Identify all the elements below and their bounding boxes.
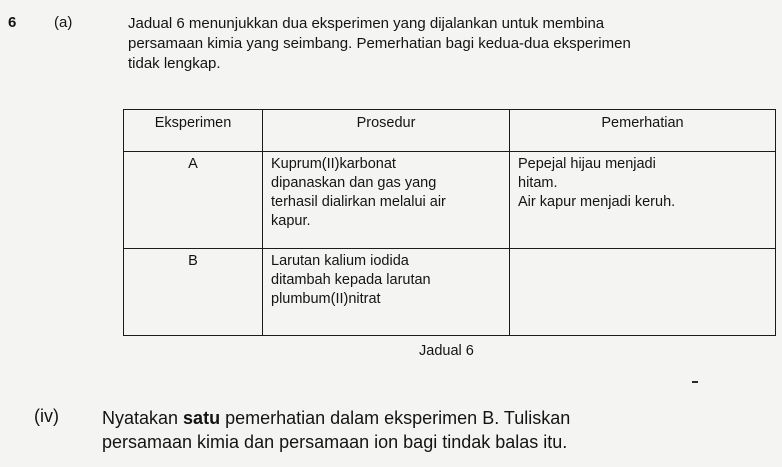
table-caption: Jadual 6 — [419, 343, 474, 359]
experiment-label: B — [124, 249, 263, 336]
subquestion-text-part: Nyatakan — [102, 408, 184, 428]
subquestion-label: (iv) — [34, 406, 59, 426]
table-row — [124, 249, 776, 336]
procedure-line: ditambah kepada larutan — [271, 272, 431, 288]
header-prosedur: Prosedur — [263, 110, 510, 152]
table-header-row — [124, 110, 776, 152]
header-pemerhatian: Pemerhatian — [510, 110, 776, 152]
procedure-line: kapur. — [271, 213, 311, 229]
experiment-table — [123, 109, 776, 336]
subquestion-text-part: pemerhatian dalam eksperimen B. Tuliskan — [220, 408, 571, 428]
table-row — [124, 152, 776, 249]
question-part: (a) — [54, 14, 73, 31]
procedure-cell — [263, 249, 510, 336]
subquestion-line-2: persamaan kimia dan persamaan ion bagi tindak balas itu. — [102, 432, 568, 452]
observation-line: Air kapur menjadi keruh. — [518, 194, 676, 210]
observation-line: hitam. — [518, 175, 558, 191]
procedure-cell — [263, 152, 510, 249]
procedure-line: Kuprum(II)karbonat — [271, 156, 396, 172]
subquestion-line-1 — [102, 406, 762, 430]
observation-cell — [510, 152, 776, 249]
procedure-line: terhasil dialirkan melalui air — [271, 194, 446, 210]
intro-line: Jadual 6 menunjukkan dua eksperimen yang dijalankan untuk membina — [128, 15, 605, 32]
observation-line: Pepejal hijau menjadi — [518, 156, 656, 172]
intro-line: tidak lengkap. — [128, 55, 221, 72]
subquestion-text — [102, 406, 762, 454]
header-eksperimen: Eksperimen — [124, 110, 263, 152]
experiment-label: A — [124, 152, 263, 249]
subquestion-bold-word: satu — [183, 408, 221, 428]
stray-mark — [692, 381, 698, 383]
observation-cell-empty — [510, 249, 776, 336]
question-intro — [128, 14, 768, 74]
question-number: 6 — [8, 14, 17, 31]
procedure-line: plumbum(II)nitrat — [271, 291, 381, 307]
procedure-line: dipanaskan dan gas yang — [271, 175, 437, 191]
intro-line: persamaan kimia yang seimbang. Pemerhatian bagi kedua-dua eksperimen — [128, 35, 631, 52]
procedure-line: Larutan kalium iodida — [271, 253, 409, 269]
